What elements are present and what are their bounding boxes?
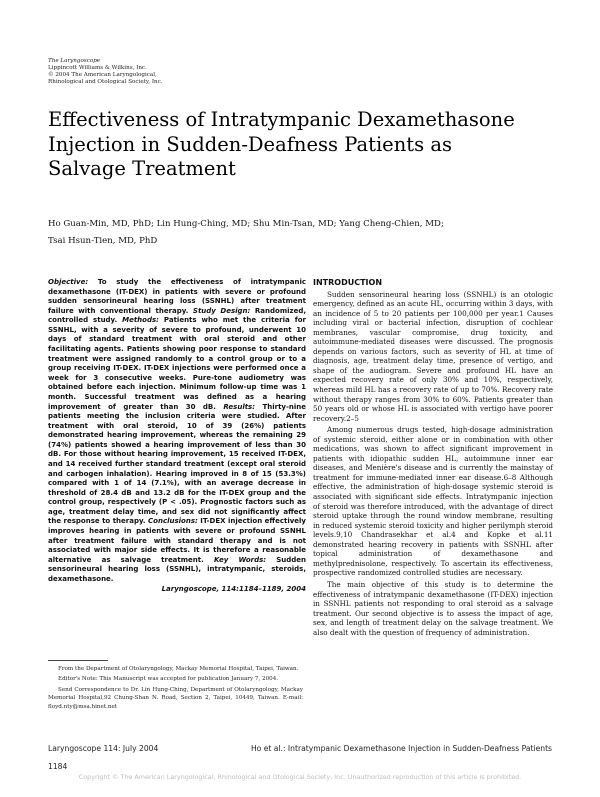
footer-running-title: Ho et al.: Intratympanic Dexamethasone Injection in Sudden-Deafness Patients	[250, 744, 552, 753]
study-design-text: Randomized, controlled study.	[48, 306, 307, 325]
copyright-line-2: Rhinological and Otological Society, Inc.	[48, 79, 163, 85]
citation: Laryngoscope, 114:1184–1189, 2004	[161, 584, 306, 593]
footnote-divider	[48, 660, 108, 661]
footnote-editor-note: Editor's Note: This Manuscript was accepted for publication January 7, 2004.	[58, 676, 279, 683]
intro-paragraph-3: The main objective of this study is to determine the effectiveness of intratympanic dexamethasone (IT-DEX) injection in SSNHL patients not responding to oral steroid as a salvage treatment. Our second objective is to assess the impact of age, sex, and length of treatment delay on the salvage treatment. We also dealt with the question of frequency of administration.	[313, 579, 553, 637]
study-design-label: Study Design:	[192, 306, 251, 315]
copyright-line-1: © 2004 The American Laryngological,	[48, 72, 157, 78]
article-title: Effectiveness of Intratympanic Dexamethasone Injection in Sudden-Deafness Patients as Salvage Treatment	[48, 108, 515, 180]
intro-paragraph-1: Sudden sensorineural hearing loss (SSNHL) is an otologic emergency, defined as an acute HL, occurring within 3 days, with an incidence of 5 to 20 patients per 100,000 per year.1 Causes including viral or bacterial infection, disruption of cochlear membranes, vascular compromise, drug toxicity, and autoimmune-mediated diseases were discussed. The prognosis depends on various factors, such as severity of HL at time of diagnosis, age, treatment delay time, presence of vertigo, and shape of the audiogram. Severe and profound HL have an expected recovery rate of only 30% and 10%, respectively, whereas mild HL has a recovery rate of up to 70%. Recovery rate without therapy ranges from 30% to 60%. Patients greater than 50 years old or whose HL is associated with vertigo have poorer recovery.2–5	[313, 289, 553, 423]
copyright-watermark: Copyright © The American Laryngological, Rhinological and Otological Society, Inc. Unauthorized reproduction of this article is prohibited.	[78, 773, 522, 781]
conclusions-text: IT-DEX injection effectively improves hearing in patients with severe or profound SSNHL after treatment failure with standard therapy and is not associated with major side effects. It is therefore a reasonable alternative as salvage treatment.	[48, 517, 307, 564]
conclusions-label: Conclusions:	[148, 517, 198, 526]
intro-paragraph-2: Among numerous drugs tested, high-dosage administration of systemic steroid, either alone or in combination with other medications, was shown to affect significant improvement in patients with idiopathic sudden HL, autoimmune inner ear diseases, and Menière's disease and is currently the mainstay of treatment for immune-mediated inner ear disease.6–8 Although effective, the administration of high-dosage systemic steroid is associated with significant side effects. Intratympanic injection of steroid was therefore introduced, with the advantage of direct steroid uptake through the round window membrane, resulting in reduced systemic steroid toxicity and higher perilymph steroid levels.9,10 Chandrasekhar et al.4 and Kopke et al.11 demonstrated hearing recovery in patients with SSNHL after topical administration of dexamethasone and methylprednisolone, respectively. To ascertain its effectiveness, prospective randomized controlled studies are necessary.	[313, 425, 553, 578]
authors-line-1: Ho Guan-Min, MD, PhD; Lin Hung-Ching, MD; Shu Min-Tsan, MD; Yang Cheng-Chien, MD;	[48, 219, 444, 229]
abstract	[48, 278, 306, 594]
results-text: Thirty-nine patients meeting the inclusion criteria were studied. After treatment with oral steroid, 10 of 39 (26%) patients demonstrated hearing improvement, whereas the remaining 29 (74%) patients showed a hearing improvement of less than 30 dB. For those without hearing improvement, 15 received IT-DEX, and 14 received further standard treatment (except oral steroid and carbogen inhalation). Hearing improved in 8 of 15 (53.3%) compared with 1 of 14 (7.1%), with an average decrease in threshold of 28.4 dB and 13.2 dB for the IT-DEX group and the control group, respectively (P < .05). Prognostic factors such as age, treatment delay time, and sex did not significantly affect the response to therapy.	[48, 402, 307, 526]
journal-name: The Laryngoscope	[48, 58, 101, 64]
keywords-text: Sudden sensorineural hearing loss (SSNHL), intratympanic, steroids, dexamethasone.	[48, 555, 307, 583]
footnote-affiliation: From the Department of Otolaryngology, Mackay Memorial Hospital, Taipei, Taiwan.	[58, 666, 299, 672]
authors-line-2: Tsai Hsun-Tien, MD, PhD	[48, 235, 158, 246]
journal-header	[48, 58, 163, 86]
footnote-correspondence: Send Correspondence to Dr. Lin Hung-Ching, Department of Otolaryngology, Mackay Memorial Hospital,92 Chung-Shan N. Road, Section 2, Taipei, 10449, Taiwan. E-mail: floyd.nty@msa.hinet.net	[48, 686, 303, 710]
results-label: Results:	[223, 402, 256, 411]
publisher: Lippincott Williams & Wilkins, Inc.	[48, 65, 147, 71]
methods-text: Patients who met the criteria for SSNHL, with a severity of severe to profound, underwent 10 days of standard treatment with oral steroid and other facilitating agents. Patients showing poor response to standard treatment were assigned randomly to a control group or to a group receiving IT-DEX. IT-DEX injections were performed once a week for 3 consecutive weeks. Pure-tone audiometry was obtained before each injection. Minimum follow-up time was 1 month. Successful treatment was defined as a hearing improvement of greater than 30 dB.	[48, 316, 307, 411]
keywords-label: Key Words:	[213, 555, 267, 564]
footer-journal-issue: Laryngoscope 114: July 2004	[48, 744, 159, 753]
introduction-section	[313, 278, 553, 639]
methods-label: Methods:	[122, 316, 159, 325]
author-list	[48, 216, 558, 249]
footnotes	[48, 665, 303, 713]
objective-text: To study the effectiveness of intratympanic dexamethasone (IT-DEX) in patients with severe or profound sudden sensorineural hearing loss (SSNHL) after treatment failure with conventional therapy.	[48, 278, 306, 315]
page-number: 1184	[48, 762, 68, 771]
introduction-heading: INTRODUCTION	[313, 278, 383, 287]
objective-label: Objective:	[48, 278, 89, 286]
